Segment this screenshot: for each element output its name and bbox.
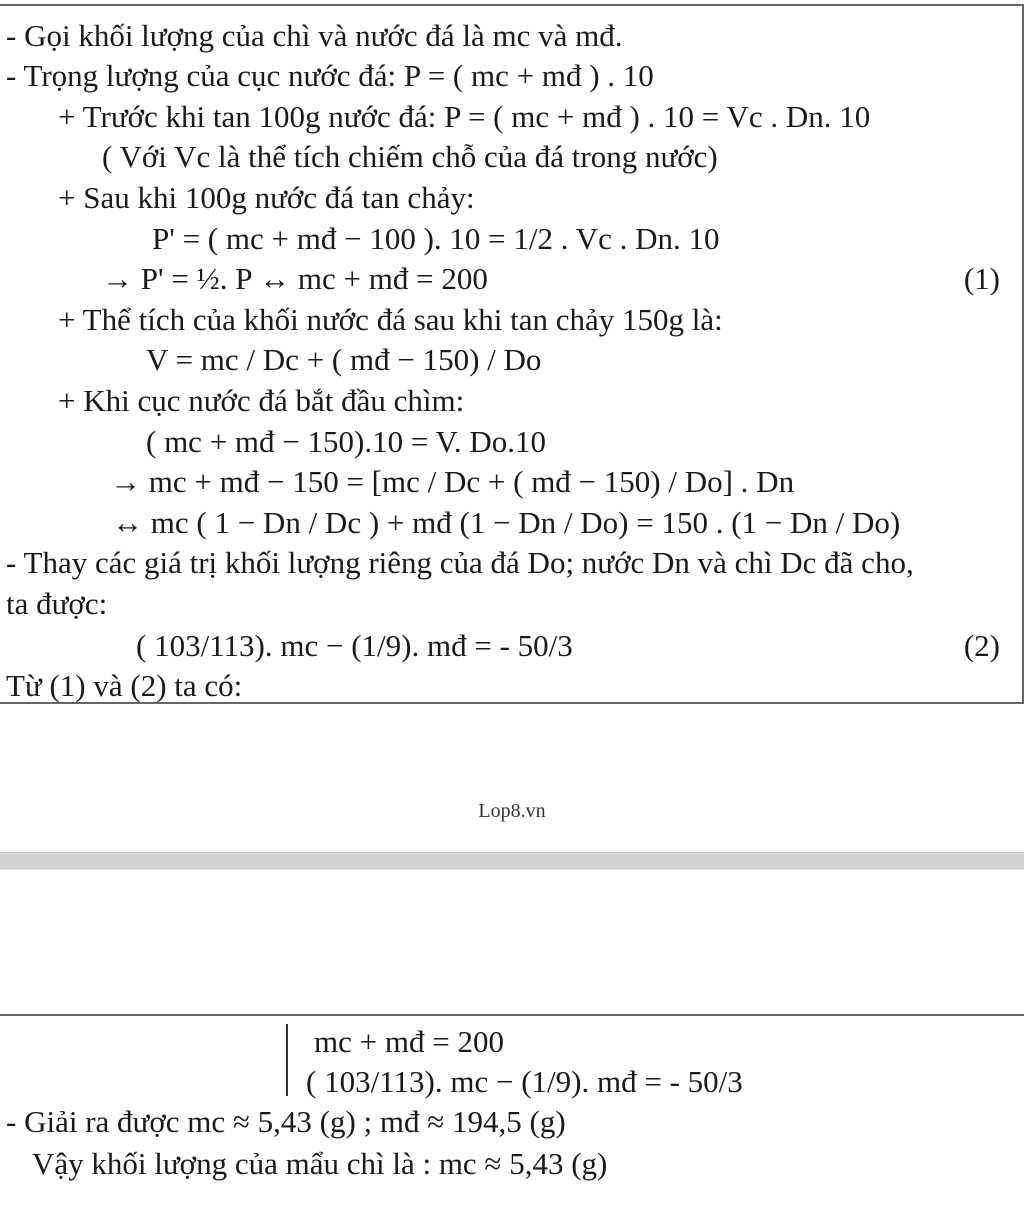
solution-page-bottom	[0, 1014, 1024, 1228]
equation-line: ( mc + mđ − 150).10 = V. Do.10	[146, 424, 547, 459]
equation-line: V = mc / Dc + ( mđ − 150) / Do	[146, 342, 542, 377]
text-line: + Sau khi 100g nước đá tan chảy:	[58, 180, 475, 215]
text-line: + Trước khi tan 100g nước đá: P = ( mc + mđ ) . 10 = Vc . Dn. 10	[58, 99, 871, 134]
result-line: - Giải ra được mc ≈ 5,43 (g) ; mđ ≈ 194,5 (g)	[6, 1104, 566, 1139]
equation-number: (1)	[963, 261, 1000, 296]
text-line: - Gọi khối lượng của chì và nước đá là mc và mđ.	[6, 18, 623, 53]
system-equation-2: ( 103/113). mc − (1/9). mđ = - 50/3	[306, 1064, 743, 1099]
equation-line: ( 103/113). mc − (1/9). mđ = - 50/3	[136, 628, 573, 663]
solution-page-top	[0, 4, 1024, 704]
text-line: + Khi cục nước đá bắt đầu chìm:	[58, 383, 465, 418]
text-line: - Trọng lượng của cục nước đá: P = ( mc + mđ ) . 10	[6, 58, 654, 93]
text-line: Từ (1) và (2) ta có:	[6, 668, 243, 703]
equation-line: → P' = ½. P ↔ mc + mđ = 200	[102, 261, 488, 296]
page-footer: Lop8.vn	[478, 800, 546, 822]
equation-line: P' = ( mc + mđ − 100 ). 10 = 1/2 . Vc . Dn. 10	[152, 221, 720, 256]
text-line: ( Với Vc là thể tích chiếm chỗ của đá trong nước)	[102, 139, 718, 174]
system-brace	[286, 1024, 288, 1096]
text-line: ta được:	[6, 586, 108, 621]
equation-number: (2)	[963, 628, 1000, 663]
equation-line: → mc + mđ − 150 = [mc / Dc + ( mđ − 150) / Do] . Dn	[110, 464, 795, 499]
equation-line: ↔ mc ( 1 − Dn / Dc ) + mđ (1 − Dn / Do) = 150 . (1 − Dn / Do)	[112, 505, 901, 540]
text-line: - Thay các giá trị khối lượng riêng của đá Do; nước Dn và chì Dc đã cho,	[6, 545, 914, 580]
system-equation-1: mc + mđ = 200	[314, 1024, 504, 1059]
text-line: + Thể tích của khối nước đá sau khi tan chảy 150g là:	[58, 302, 723, 337]
page-separator	[0, 852, 1024, 870]
conclusion-line: Vậy khối lượng của mẩu chì là : mc ≈ 5,43 (g)	[32, 1146, 608, 1181]
